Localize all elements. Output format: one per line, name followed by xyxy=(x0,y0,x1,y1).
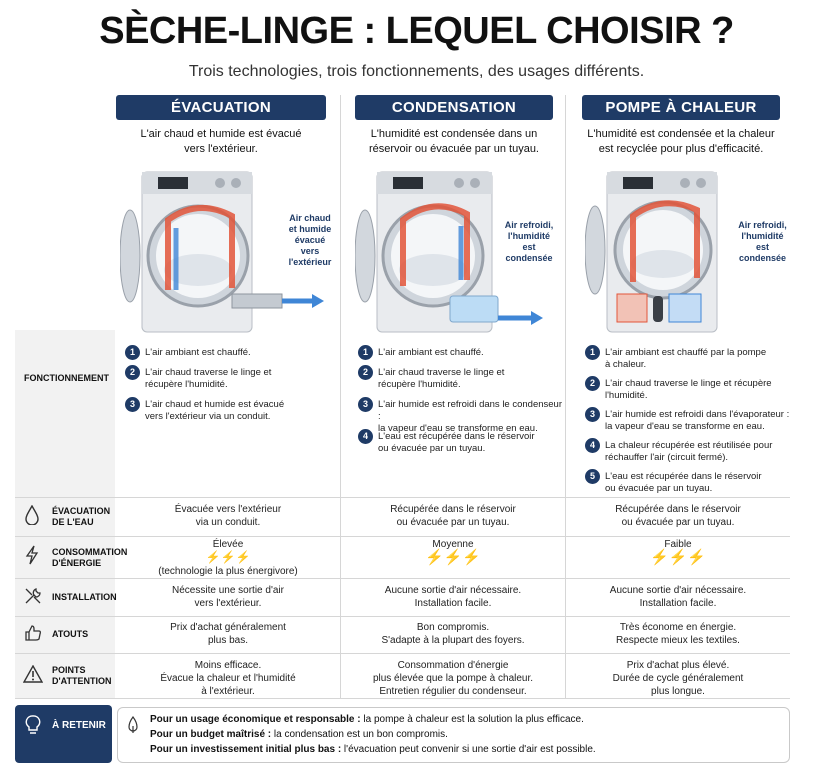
callout-line: est xyxy=(755,242,769,252)
callout-line: est xyxy=(522,242,536,252)
cell-eau-evacuation: Évacuée vers l'extérieur via un conduit. xyxy=(174,504,282,528)
desc-line: vers l'extérieur. xyxy=(184,143,258,155)
step-number: 4 xyxy=(585,438,600,453)
column-title-condensation: CONDENSATION xyxy=(355,95,553,120)
callout-line: condensée xyxy=(505,253,553,263)
step-item xyxy=(585,376,790,407)
bolt-icon: ⚡ xyxy=(424,549,444,566)
row-divider xyxy=(15,578,790,579)
step-item xyxy=(585,469,790,500)
cell-install-evacuation: Nécessite une sortie d'air vers l'extérieur. xyxy=(172,585,284,609)
callout-line: condensée xyxy=(738,253,787,263)
callout-line: l'humidité xyxy=(741,231,784,241)
bolt-icon: ⚡ xyxy=(443,549,463,566)
row-divider xyxy=(15,536,790,537)
step-number: 4 xyxy=(358,429,373,444)
step-number: 5 xyxy=(585,469,600,484)
cell-install-pompe: Aucune sortie d'air nécessaire. Installation facile. xyxy=(609,585,747,609)
step-text: L'air chaud traverse le linge et récupère l'humidité. xyxy=(605,378,772,401)
step-number: 1 xyxy=(125,345,140,360)
step-number: 2 xyxy=(125,365,140,380)
cell-points-condensation: Consommation d'énergie plus élevée que la pompe à chaleur. Entretien régulier du condenseur. xyxy=(372,660,534,697)
dryer-illustration-pompe xyxy=(585,170,725,335)
callout-line: Air refroidi, xyxy=(738,220,787,230)
row-divider xyxy=(15,497,790,498)
water-drop-icon xyxy=(24,505,40,530)
step-number: 1 xyxy=(358,345,373,360)
row-label-points: POINTS D'ATTENTION xyxy=(52,665,112,686)
cell-atouts-condensation: Bon compromis. S'adapte à la plupart des foyers. xyxy=(381,622,525,646)
step-number: 2 xyxy=(585,376,600,391)
lightbulb-icon xyxy=(24,714,42,741)
row-label-atouts: ATOUTS xyxy=(52,629,89,639)
step-item xyxy=(125,365,335,397)
retenir-line: Pour un usage économique et responsable : la pompe à chaleur est la solution la plus efficace. xyxy=(150,714,584,725)
thumbs-up-icon xyxy=(24,624,42,647)
warning-icon xyxy=(23,665,43,688)
row-label-fonctionnement: FONCTIONNEMENT xyxy=(24,373,109,383)
step-item xyxy=(358,397,563,434)
row-divider xyxy=(15,616,790,617)
callout-evacuation xyxy=(280,213,340,268)
row-label-eau: ÉVACUATION DE L'EAU xyxy=(52,506,111,527)
callout-line: l'humidité xyxy=(507,231,551,241)
step-text: L'air chaud et humide est évacué vers l'extérieur via un conduit. xyxy=(145,399,285,422)
step-item xyxy=(125,397,335,429)
callout-line: l'extérieur xyxy=(288,257,332,267)
step-text: L'air ambiant est chauffé. xyxy=(145,347,251,358)
cell-install-condensation: Aucune sortie d'air nécessaire. Installation facile. xyxy=(384,585,522,609)
step-text: L'air ambiant est chauffé. xyxy=(378,347,484,358)
bolt-icon: ⚡ xyxy=(220,550,236,564)
callout-line: vers xyxy=(300,246,320,256)
retenir-line: Pour un budget maîtrisé : la condensation est un bon compromis. xyxy=(150,729,448,740)
cell-atouts-evacuation: Prix d'achat généralement plus bas. xyxy=(170,622,286,646)
cell-eau-pompe: Récupérée dans le réservoir ou évacuée par un tuyau. xyxy=(615,504,741,528)
step-text: L'air humide est refroidi dans le condenseur : la vapeur d'eau se transforme en eau. xyxy=(378,399,563,434)
column-desc-evacuation xyxy=(116,127,326,157)
steps-condensation xyxy=(358,345,563,461)
callout-line: Air chaud xyxy=(289,213,331,223)
step-item xyxy=(358,365,563,397)
callout-pompe xyxy=(725,220,800,264)
desc-line: L'air chaud et humide est évacué xyxy=(140,128,302,140)
steps-pompe xyxy=(585,345,790,500)
cell-points-evacuation: Moins efficace. Évacue la chaleur et l'humidité à l'extérieur. xyxy=(160,660,296,697)
callout-line: Air refroidi, xyxy=(504,220,554,230)
step-text: La chaleur récupérée est réutilisée pour réchauffer l'air (circuit fermé). xyxy=(605,440,773,463)
step-text: L'air ambiant est chauffé par la pompe à chaleur. xyxy=(605,347,767,370)
step-item xyxy=(585,345,790,376)
desc-line: L'humidité est condensée et la chaleur xyxy=(587,128,775,140)
energy-rating xyxy=(566,551,790,566)
energy-rating xyxy=(341,551,565,566)
step-number: 3 xyxy=(125,397,140,412)
callout-line: évacué xyxy=(294,235,326,245)
retenir-line: Pour un investissement initial plus bas : l'évacuation peut convenir si une sortie d'air est possible. xyxy=(150,744,596,755)
bolt-icon: ⚡ xyxy=(668,549,688,566)
page-title: SÈCHE-LINGE : LEQUEL CHOISIR ? xyxy=(99,10,734,52)
desc-line: L'humidité est condensée dans un xyxy=(370,128,538,140)
step-text: L'eau est récupérée dans le réservoir ou évacuée par un tuyau. xyxy=(378,431,535,454)
step-text: L'eau est récupérée dans le réservoir ou évacuée par un tuyau. xyxy=(605,471,762,494)
bolt-icon: ⚡ xyxy=(687,549,707,566)
desc-line: est recyclée pour plus d'efficacité. xyxy=(598,143,764,155)
row-label-install: INSTALLATION xyxy=(52,592,117,602)
step-item xyxy=(585,407,790,438)
hand-icon xyxy=(125,716,141,739)
desc-line: réservoir ou évacuée par un tuyau. xyxy=(369,143,539,155)
step-item xyxy=(358,429,563,461)
step-number: 2 xyxy=(358,365,373,380)
cell-eau-condensation: Récupérée dans le réservoir ou évacuée par un tuyau. xyxy=(390,504,516,528)
step-number: 3 xyxy=(585,407,600,422)
retenir-label: À RETENIR xyxy=(52,720,106,731)
bolt-icon: ⚡ xyxy=(462,549,482,566)
column-title-pompe: POMPE À CHALEUR xyxy=(582,95,780,120)
step-text: L'air humide est refroidi dans l'évaporateur : la vapeur d'eau se transforme en eau. xyxy=(605,409,790,432)
cell-conso-condensation: Moyenne ⚡⚡⚡ xyxy=(341,538,565,566)
callout-condensation xyxy=(498,220,560,264)
column-desc-pompe xyxy=(572,127,790,157)
page-subtitle: Trois technologies, trois fonctionnements, des usages différents. xyxy=(188,63,645,80)
cell-conso-pompe: Faible ⚡⚡⚡ xyxy=(566,538,790,566)
step-item xyxy=(358,345,563,365)
cell-conso-evacuation: Élevée ⚡⚡⚡ (technologie la plus énergivore) xyxy=(116,538,340,578)
step-number: 3 xyxy=(358,397,373,412)
step-item xyxy=(125,345,335,365)
row-divider xyxy=(15,698,790,699)
cell-points-pompe: Prix d'achat plus élevé. Durée de cycle généralement plus longue. xyxy=(612,660,744,697)
energy-rating xyxy=(116,551,340,565)
callout-line: et humide xyxy=(288,224,332,234)
cell-atouts-pompe: Très économe en énergie. Respecte mieux les textiles. xyxy=(616,622,740,646)
lightning-icon xyxy=(25,545,39,570)
column-desc-condensation xyxy=(348,127,560,157)
steps-evacuation xyxy=(125,345,335,429)
column-title-evacuation: ÉVACUATION xyxy=(116,95,326,120)
row-divider xyxy=(15,653,790,654)
step-text: L'air chaud traverse le linge et récupère l'humidité. xyxy=(378,367,505,390)
bolt-icon: ⚡ xyxy=(235,550,251,564)
row-label-conso: CONSOMMATION D'ÉNERGIE xyxy=(52,547,128,568)
step-number: 1 xyxy=(585,345,600,360)
step-text: L'air chaud traverse le linge et récupère l'humidité. xyxy=(145,367,272,390)
bolt-icon: ⚡ xyxy=(205,550,221,564)
step-item xyxy=(585,438,790,469)
tools-icon xyxy=(24,587,42,610)
bolt-icon: ⚡ xyxy=(649,549,669,566)
